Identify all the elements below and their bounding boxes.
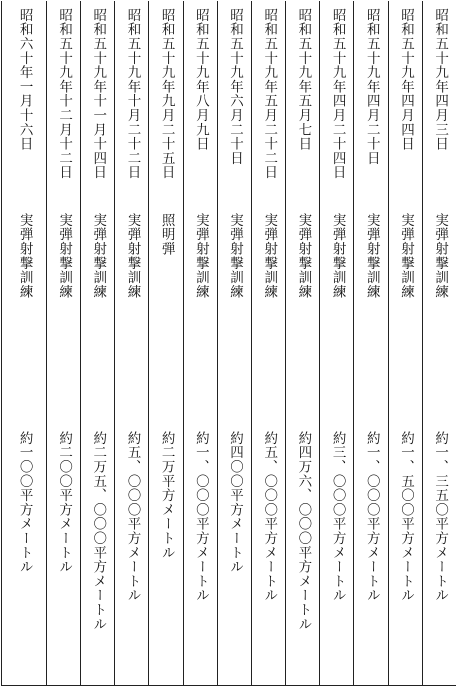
record-type: 実弾射撃訓練: [16, 213, 33, 299]
record-column: [353, 1, 387, 685]
record-type: 実弾射撃訓練: [329, 213, 346, 299]
record-date: 昭和五十九年八月九日: [192, 8, 209, 151]
record-date: 昭和五十九年九月二十五日: [158, 8, 175, 180]
record-type: 実弾射撃訓練: [124, 213, 141, 299]
record-type: 実弾射撃訓練: [363, 213, 380, 299]
record-type: 実弾射撃訓練: [397, 213, 414, 299]
record-type: 実弾射撃訓練: [261, 213, 278, 299]
record-column: [114, 1, 148, 685]
record-date: 昭和五十九年四月四日: [397, 8, 414, 151]
record-area: 約四〇〇平方メートル: [227, 431, 244, 574]
record-area: 約五、〇〇〇平方メートル: [261, 431, 278, 603]
record-column: [148, 1, 182, 685]
record-date: 昭和五十九年五月二十二日: [261, 8, 278, 180]
record-date: 昭和五十九年五月七日: [295, 8, 312, 151]
record-area: 約一、五〇〇平方メートル: [397, 431, 414, 603]
record-column: [183, 1, 217, 685]
record-date: 昭和五十九年十月二十二日: [124, 8, 141, 180]
record-type: 実弾射撃訓練: [192, 213, 209, 299]
record-date: 昭和五十九年四月三日: [432, 8, 449, 151]
record-column: [80, 1, 114, 685]
record-area: 約二〇〇平方メートル: [56, 431, 73, 574]
record-area: 約一、三五〇平方メートル: [432, 431, 449, 603]
record-area: 約二万五、〇〇〇平方メートル: [90, 431, 107, 632]
record-type: 実弾射撃訓練: [295, 213, 312, 299]
record-area: 約一、〇〇〇平方メートル: [363, 431, 380, 603]
record-date: 昭和六十年一月十六日: [16, 8, 33, 151]
vertical-records-table: [1, 1, 456, 686]
record-date: 昭和五十九年十一月十四日: [90, 8, 107, 180]
record-date: 昭和五十九年六月二十日: [227, 8, 244, 166]
record-type: 照明弾: [158, 213, 175, 256]
record-type: 実弾射撃訓練: [432, 213, 449, 299]
record-column: [319, 1, 353, 685]
record-column: [285, 1, 319, 685]
record-column: [217, 1, 251, 685]
record-column: [388, 1, 422, 685]
record-area: 約一〇〇平方メートル: [16, 431, 33, 574]
record-type: 実弾射撃訓練: [227, 213, 244, 299]
record-type: 実弾射撃訓練: [56, 213, 73, 299]
record-date: 昭和五十九年十二月十二日: [56, 8, 73, 180]
record-type: 実弾射撃訓練: [90, 213, 107, 299]
record-area: 約三、〇〇〇平方メートル: [329, 431, 346, 603]
record-column: [46, 1, 80, 685]
record-column: [422, 1, 456, 685]
record-area: 約五、〇〇〇平方メートル: [124, 431, 141, 603]
record-area: 約四万六、〇〇〇平方メートル: [295, 431, 312, 632]
record-column: [251, 1, 285, 685]
record-date: 昭和五十九年四月二十四日: [329, 8, 346, 180]
record-area: 約二万平方メートル: [158, 431, 175, 560]
record-column: [1, 1, 46, 685]
record-area: 約一、〇〇〇平方メートル: [192, 431, 209, 603]
record-date: 昭和五十九年四月二十日: [363, 8, 380, 166]
